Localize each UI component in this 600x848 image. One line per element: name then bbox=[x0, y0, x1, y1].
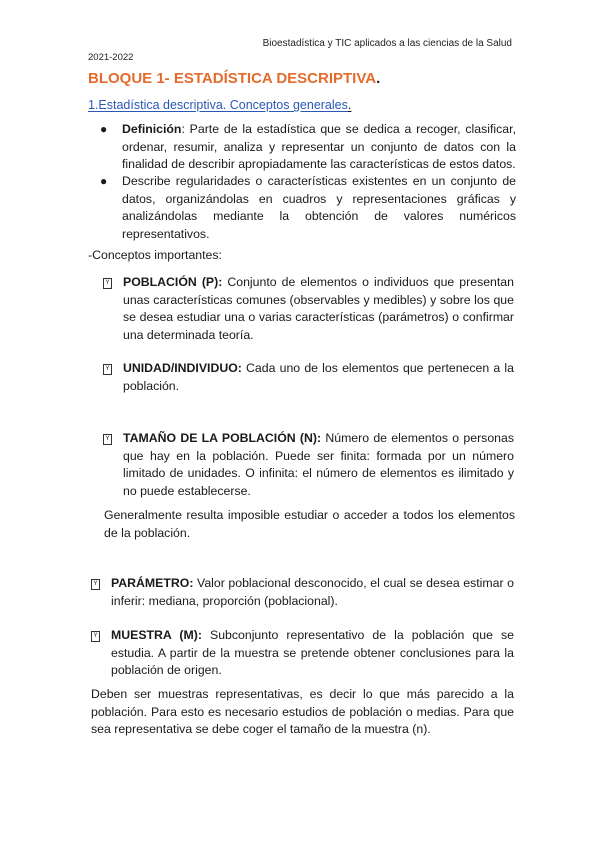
section-heading bbox=[88, 98, 351, 112]
note-muestras: Deben ser muestras representativas, es decir lo que más parecido a la población. Para esto es necesario estudios de población o medias. Para que sea representativa se debe coger el tamaño de la muestra (n). bbox=[91, 687, 514, 736]
concept-term: PARÁMETRO: bbox=[111, 576, 194, 590]
concept-text: Número de elementos o personas que hay en la población. Puede ser finita: formada por un número limitado de unidades. O infinita: el número de elementos es ilimitado y no puede establecerse. bbox=[123, 431, 514, 498]
concept-text: Conjunto de elementos o individuos que presentan unas características comunes (observables y medibles) y sobre los que se desea estudiar una o varias características (parámetros) o confirmar una determinada teoría. bbox=[123, 275, 514, 342]
concept-term: TAMAÑO DE LA POBLACIÓN (N): bbox=[123, 431, 322, 445]
concept-term: POBLACIÓN (P): bbox=[123, 275, 223, 289]
note-poblacion: Generalmente resulta imposible estudiar o acceder a todos los elementos de la población. bbox=[104, 508, 515, 540]
concept-poblacion bbox=[103, 274, 514, 344]
square-bullet-icon: Y bbox=[103, 278, 112, 289]
concept-text: Subconjunto representativo de la población que se estudia. A partir de la muestra se pretende obtener conclusiones para la población de origen. bbox=[111, 628, 514, 677]
concept-unidad bbox=[103, 360, 514, 395]
square-bullet-icon: Y bbox=[91, 579, 100, 590]
concept-muestra bbox=[91, 627, 514, 680]
bullet-sep: : bbox=[181, 122, 190, 136]
bullet-dot-icon: ● bbox=[100, 174, 108, 188]
bullet-dot-icon: ● bbox=[100, 122, 108, 136]
concept-text: Cada uno de los elementos que pertenecen a la población. bbox=[123, 361, 514, 393]
square-bullet-icon: Y bbox=[103, 434, 112, 445]
concept-tamano bbox=[103, 430, 514, 500]
bullet-definicion bbox=[100, 121, 516, 174]
section-heading-period: . bbox=[347, 98, 352, 112]
bullet-describe bbox=[100, 173, 516, 243]
square-bullet-icon: Y bbox=[103, 364, 112, 375]
concept-term: UNIDAD/INDIVIDUO: bbox=[123, 361, 242, 375]
block-title-text: BLOQUE 1- ESTADÍSTICA DESCRIPTIVA bbox=[88, 70, 377, 87]
block-title-period: . bbox=[376, 70, 381, 87]
bullet-text: Parte de la estadística que se dedica a recoger, clasificar, ordenar, resumir, analiza y representar un conjunto de datos con la finalidad de describir apropiadamente las características de estos datos. bbox=[122, 122, 516, 171]
course-header: Bioestadística y TIC aplicados a las ciencias de la Salud bbox=[262, 38, 512, 49]
section-heading-text: 1.Estadística descriptiva. Conceptos generales bbox=[88, 98, 348, 112]
bullet-term: Definición bbox=[122, 122, 182, 136]
concept-text: Valor poblacional desconocido, el cual se desea estimar o inferir: mediana, proporción (poblacional). bbox=[111, 576, 514, 608]
bullet-text: Describe regularidades o características existentes en un conjunto de datos, organizándolas en cuadros y representaciones gráficas y analizándolas mediante la obtención de valores numéricos representativos. bbox=[122, 174, 516, 241]
square-bullet-icon: Y bbox=[91, 631, 100, 642]
academic-year: 2021-2022 bbox=[88, 52, 134, 63]
conceptos-label: -Conceptos importantes: bbox=[88, 248, 222, 262]
block-title bbox=[88, 70, 380, 87]
concept-term: MUESTRA (M): bbox=[111, 628, 202, 642]
concept-parametro bbox=[91, 575, 514, 610]
